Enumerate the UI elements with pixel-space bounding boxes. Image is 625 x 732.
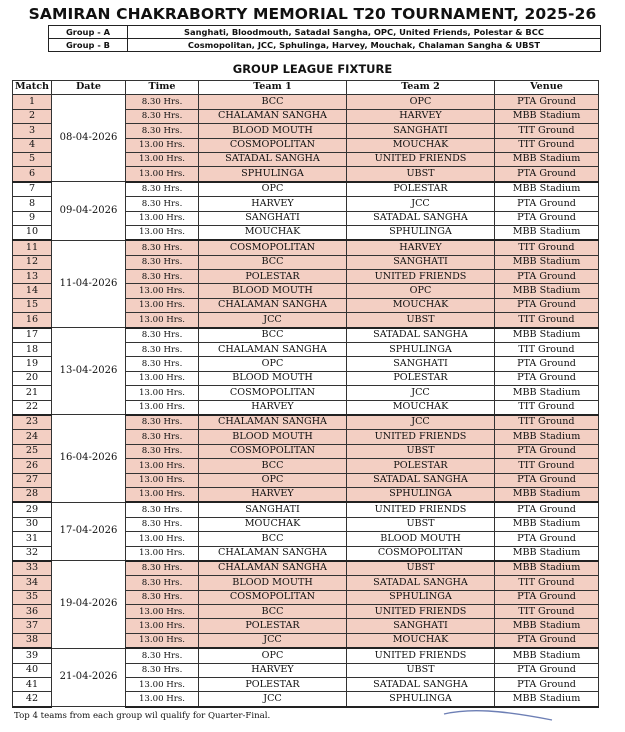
venue-cell: MBB Stadium <box>495 152 599 166</box>
team1-cell: BCC <box>199 328 347 343</box>
venue-cell: TIT Ground <box>495 415 599 430</box>
table-row <box>13 648 599 663</box>
team1-cell: BLOOD MOUTH <box>199 124 347 138</box>
venue-cell: PTA Ground <box>495 211 599 225</box>
group-row <box>49 26 601 39</box>
team2-cell: SANGHATI <box>347 357 495 371</box>
venue-cell: PTA Ground <box>495 532 599 546</box>
match-no-cell: 15 <box>13 298 52 312</box>
time-cell: 13.00 Hrs. <box>126 371 199 385</box>
venue-cell: MBB Stadium <box>495 328 599 343</box>
match-no-cell: 26 <box>13 459 52 473</box>
match-no-cell: 31 <box>13 532 52 546</box>
time-cell: 13.00 Hrs. <box>126 298 199 312</box>
team1-cell: CHALAMAN SANGHA <box>199 298 347 312</box>
venue-cell: MBB Stadium <box>495 487 599 502</box>
match-no-cell: 40 <box>13 663 52 677</box>
team1-cell: BLOOD MOUTH <box>199 284 347 298</box>
match-no-cell: 8 <box>13 197 52 211</box>
team1-cell: HARVEY <box>199 400 347 415</box>
team2-cell: UNITED FRIENDS <box>347 152 495 166</box>
time-cell: 8.30 Hrs. <box>126 328 199 343</box>
venue-cell: PTA Ground <box>495 590 599 604</box>
fixture-subtitle: GROUP LEAGUE FIXTURE <box>232 62 393 76</box>
match-no-cell: 38 <box>13 633 52 648</box>
venue-cell: MBB Stadium <box>495 284 599 298</box>
team1-cell: OPC <box>199 648 347 663</box>
venue-cell: PTA Ground <box>495 371 599 385</box>
team1-cell: MOUCHAK <box>199 517 347 531</box>
match-no-cell: 25 <box>13 444 52 458</box>
team1-cell: BCC <box>199 532 347 546</box>
team2-cell: UBST <box>347 561 495 576</box>
team1-cell: CHALAMAN SANGHA <box>199 561 347 576</box>
team1-cell: CHALAMAN SANGHA <box>199 415 347 430</box>
match-no-cell: 42 <box>13 692 52 707</box>
document-title: SAMIRAN CHAKRABORTY MEMORIAL T20 TOURNAMENT, 2025-26 <box>28 5 597 23</box>
date-cell: 21-04-2026 <box>52 648 126 707</box>
match-no-cell: 1 <box>13 95 52 109</box>
match-no-cell: 4 <box>13 138 52 152</box>
venue-cell: TIT Ground <box>495 400 599 415</box>
venue-cell: PTA Ground <box>495 270 599 284</box>
venue-cell: TIT Ground <box>495 124 599 138</box>
group-teams: Cosmopolitan, JCC, Sphulinga, Harvey, Mouchak, Chalaman Sangha & UBST <box>128 39 601 52</box>
time-cell: 8.30 Hrs. <box>126 561 199 576</box>
match-no-cell: 2 <box>13 109 52 123</box>
team2-cell: JCC <box>347 197 495 211</box>
time-cell: 13.00 Hrs. <box>126 400 199 415</box>
team2-cell: POLESTAR <box>347 459 495 473</box>
team1-cell: POLESTAR <box>199 678 347 692</box>
team2-cell: HARVEY <box>347 109 495 123</box>
team2-cell: SANGHATI <box>347 124 495 138</box>
group-table <box>48 25 601 52</box>
venue-cell: MBB Stadium <box>495 619 599 633</box>
venue-cell: TIT Ground <box>495 138 599 152</box>
match-no-cell: 39 <box>13 648 52 663</box>
venue-cell: TIT Ground <box>495 605 599 619</box>
date-cell: 09-04-2026 <box>52 182 126 241</box>
team1-cell: HARVEY <box>199 487 347 502</box>
team1-cell: BCC <box>199 255 347 269</box>
col-header-team1: Team 1 <box>199 81 347 95</box>
venue-cell: TIT Ground <box>495 343 599 357</box>
time-cell: 8.30 Hrs. <box>126 182 199 197</box>
team2-cell: UBST <box>347 444 495 458</box>
match-no-cell: 36 <box>13 605 52 619</box>
date-cell: 16-04-2026 <box>52 415 126 502</box>
venue-cell: MBB Stadium <box>495 255 599 269</box>
match-no-cell: 22 <box>13 400 52 415</box>
team1-cell: OPC <box>199 357 347 371</box>
time-cell: 13.00 Hrs. <box>126 546 199 561</box>
team2-cell: OPC <box>347 95 495 109</box>
team2-cell: OPC <box>347 284 495 298</box>
team2-cell: MOUCHAK <box>347 633 495 648</box>
venue-cell: MBB Stadium <box>495 386 599 400</box>
venue-cell: MBB Stadium <box>495 648 599 663</box>
venue-cell: PTA Ground <box>495 473 599 487</box>
match-no-cell: 13 <box>13 270 52 284</box>
team1-cell: JCC <box>199 633 347 648</box>
time-cell: 13.00 Hrs. <box>126 152 199 166</box>
team1-cell: BCC <box>199 459 347 473</box>
team2-cell: UBST <box>347 167 495 182</box>
match-no-cell: 21 <box>13 386 52 400</box>
venue-cell: TIT Ground <box>495 313 599 328</box>
table-row <box>13 95 599 109</box>
time-cell: 8.30 Hrs. <box>126 109 199 123</box>
team2-cell: SATADAL SANGHA <box>347 211 495 225</box>
col-header-team2: Team 2 <box>347 81 495 95</box>
team2-cell: MOUCHAK <box>347 298 495 312</box>
match-no-cell: 33 <box>13 561 52 576</box>
team1-cell: CHALAMAN SANGHA <box>199 109 347 123</box>
venue-cell: PTA Ground <box>495 167 599 182</box>
team1-cell: POLESTAR <box>199 270 347 284</box>
header-row <box>13 81 599 95</box>
fixture-body <box>13 95 599 707</box>
team1-cell: SPHULINGA <box>199 167 347 182</box>
date-cell: 11-04-2026 <box>52 240 126 327</box>
signature-stroke <box>440 706 560 728</box>
team2-cell: HARVEY <box>347 240 495 255</box>
time-cell: 13.00 Hrs. <box>126 633 199 648</box>
venue-cell: MBB Stadium <box>495 692 599 707</box>
match-no-cell: 16 <box>13 313 52 328</box>
venue-cell: MBB Stadium <box>495 517 599 531</box>
venue-cell: TIT Ground <box>495 459 599 473</box>
team2-cell: BLOOD MOUTH <box>347 532 495 546</box>
match-no-cell: 11 <box>13 240 52 255</box>
team2-cell: UNITED FRIENDS <box>347 502 495 517</box>
team2-cell: SPHULINGA <box>347 225 495 240</box>
venue-cell: PTA Ground <box>495 95 599 109</box>
venue-cell: PTA Ground <box>495 197 599 211</box>
venue-cell: PTA Ground <box>495 663 599 677</box>
venue-cell: MBB Stadium <box>495 430 599 444</box>
team2-cell: POLESTAR <box>347 371 495 385</box>
table-row <box>13 415 599 430</box>
team1-cell: CHALAMAN SANGHA <box>199 343 347 357</box>
venue-cell: PTA Ground <box>495 678 599 692</box>
match-no-cell: 24 <box>13 430 52 444</box>
table-row <box>13 561 599 576</box>
time-cell: 8.30 Hrs. <box>126 590 199 604</box>
team2-cell: SATADAL SANGHA <box>347 328 495 343</box>
time-cell: 13.00 Hrs. <box>126 284 199 298</box>
team2-cell: UBST <box>347 517 495 531</box>
time-cell: 8.30 Hrs. <box>126 240 199 255</box>
team2-cell: UNITED FRIENDS <box>347 430 495 444</box>
venue-cell: MBB Stadium <box>495 109 599 123</box>
col-header-match: Match <box>13 81 52 95</box>
match-no-cell: 14 <box>13 284 52 298</box>
date-cell: 13-04-2026 <box>52 328 126 415</box>
venue-cell: TIT Ground <box>495 576 599 590</box>
time-cell: 8.30 Hrs. <box>126 255 199 269</box>
match-no-cell: 35 <box>13 590 52 604</box>
match-no-cell: 3 <box>13 124 52 138</box>
time-cell: 13.00 Hrs. <box>126 487 199 502</box>
team1-cell: MOUCHAK <box>199 225 347 240</box>
team1-cell: SANGHATI <box>199 502 347 517</box>
table-row <box>13 240 599 255</box>
venue-cell: MBB Stadium <box>495 182 599 197</box>
team1-cell: BLOOD MOUTH <box>199 430 347 444</box>
venue-cell: PTA Ground <box>495 298 599 312</box>
col-header-date: Date <box>52 81 126 95</box>
team1-cell: HARVEY <box>199 663 347 677</box>
table-row <box>13 182 599 197</box>
time-cell: 13.00 Hrs. <box>126 225 199 240</box>
time-cell: 8.30 Hrs. <box>126 343 199 357</box>
time-cell: 13.00 Hrs. <box>126 532 199 546</box>
team2-cell: UNITED FRIENDS <box>347 270 495 284</box>
match-no-cell: 28 <box>13 487 52 502</box>
time-cell: 8.30 Hrs. <box>126 430 199 444</box>
match-no-cell: 19 <box>13 357 52 371</box>
group-teams: Sanghati, Bloodmouth, Satadal Sangha, OPC, United Friends, Polestar & BCC <box>128 26 601 39</box>
date-cell: 08-04-2026 <box>52 95 126 182</box>
team1-cell: JCC <box>199 313 347 328</box>
team1-cell: OPC <box>199 182 347 197</box>
time-cell: 8.30 Hrs. <box>126 95 199 109</box>
date-cell: 19-04-2026 <box>52 561 126 648</box>
team2-cell: COSMOPOLITAN <box>347 546 495 561</box>
match-no-cell: 34 <box>13 576 52 590</box>
venue-cell: MBB Stadium <box>495 561 599 576</box>
group-label: Group - A <box>49 26 128 39</box>
date-cell: 17-04-2026 <box>52 502 126 561</box>
match-no-cell: 7 <box>13 182 52 197</box>
group-row <box>49 39 601 52</box>
team1-cell: BCC <box>199 95 347 109</box>
time-cell: 13.00 Hrs. <box>126 313 199 328</box>
team1-cell: OPC <box>199 473 347 487</box>
footnote: Top 4 teams from each group wil qualify for Quarter-Final. <box>14 711 271 721</box>
team2-cell: UNITED FRIENDS <box>347 605 495 619</box>
team1-cell: COSMOPOLITAN <box>199 444 347 458</box>
venue-cell: PTA Ground <box>495 357 599 371</box>
team2-cell: MOUCHAK <box>347 400 495 415</box>
group-label: Group - B <box>49 39 128 52</box>
team2-cell: POLESTAR <box>347 182 495 197</box>
time-cell: 13.00 Hrs. <box>126 386 199 400</box>
time-cell: 8.30 Hrs. <box>126 502 199 517</box>
time-cell: 13.00 Hrs. <box>126 459 199 473</box>
match-no-cell: 37 <box>13 619 52 633</box>
team1-cell: COSMOPOLITAN <box>199 240 347 255</box>
match-no-cell: 32 <box>13 546 52 561</box>
team1-cell: BCC <box>199 605 347 619</box>
team2-cell: SANGHATI <box>347 255 495 269</box>
time-cell: 13.00 Hrs. <box>126 605 199 619</box>
match-no-cell: 30 <box>13 517 52 531</box>
team2-cell: SATADAL SANGHA <box>347 678 495 692</box>
team1-cell: JCC <box>199 692 347 707</box>
team2-cell: JCC <box>347 415 495 430</box>
venue-cell: PTA Ground <box>495 633 599 648</box>
match-no-cell: 29 <box>13 502 52 517</box>
team1-cell: SATADAL SANGHA <box>199 152 347 166</box>
time-cell: 13.00 Hrs. <box>126 473 199 487</box>
time-cell: 13.00 Hrs. <box>126 138 199 152</box>
team2-cell: UNITED FRIENDS <box>347 648 495 663</box>
venue-cell: TIT Ground <box>495 240 599 255</box>
time-cell: 8.30 Hrs. <box>126 444 199 458</box>
team1-cell: BLOOD MOUTH <box>199 371 347 385</box>
team1-cell: CHALAMAN SANGHA <box>199 546 347 561</box>
fixture-table <box>12 80 599 708</box>
time-cell: 8.30 Hrs. <box>126 648 199 663</box>
team2-cell: SATADAL SANGHA <box>347 473 495 487</box>
team1-cell: COSMOPOLITAN <box>199 590 347 604</box>
time-cell: 8.30 Hrs. <box>126 663 199 677</box>
match-no-cell: 5 <box>13 152 52 166</box>
team2-cell: SANGHATI <box>347 619 495 633</box>
time-cell: 13.00 Hrs. <box>126 678 199 692</box>
time-cell: 8.30 Hrs. <box>126 124 199 138</box>
time-cell: 8.30 Hrs. <box>126 270 199 284</box>
time-cell: 13.00 Hrs. <box>126 211 199 225</box>
venue-cell: MBB Stadium <box>495 546 599 561</box>
time-cell: 13.00 Hrs. <box>126 619 199 633</box>
match-no-cell: 6 <box>13 167 52 182</box>
team1-cell: SANGHATI <box>199 211 347 225</box>
team1-cell: BLOOD MOUTH <box>199 576 347 590</box>
team2-cell: MOUCHAK <box>347 138 495 152</box>
time-cell: 8.30 Hrs. <box>126 517 199 531</box>
match-no-cell: 12 <box>13 255 52 269</box>
venue-cell: PTA Ground <box>495 444 599 458</box>
team1-cell: POLESTAR <box>199 619 347 633</box>
team2-cell: SPHULINGA <box>347 343 495 357</box>
match-no-cell: 20 <box>13 371 52 385</box>
venue-cell: MBB Stadium <box>495 225 599 240</box>
venue-cell: PTA Ground <box>495 502 599 517</box>
time-cell: 13.00 Hrs. <box>126 167 199 182</box>
match-no-cell: 41 <box>13 678 52 692</box>
match-no-cell: 27 <box>13 473 52 487</box>
time-cell: 8.30 Hrs. <box>126 197 199 211</box>
col-header-time: Time <box>126 81 199 95</box>
team2-cell: JCC <box>347 386 495 400</box>
time-cell: 8.30 Hrs. <box>126 357 199 371</box>
table-row <box>13 502 599 517</box>
col-header-venue: Venue <box>495 81 599 95</box>
time-cell: 13.00 Hrs. <box>126 692 199 707</box>
match-no-cell: 9 <box>13 211 52 225</box>
time-cell: 8.30 Hrs. <box>126 415 199 430</box>
table-row <box>13 328 599 343</box>
team2-cell: SPHULINGA <box>347 590 495 604</box>
team2-cell: UBST <box>347 663 495 677</box>
team2-cell: SPHULINGA <box>347 487 495 502</box>
team1-cell: COSMOPOLITAN <box>199 138 347 152</box>
match-no-cell: 10 <box>13 225 52 240</box>
time-cell: 8.30 Hrs. <box>126 576 199 590</box>
match-no-cell: 23 <box>13 415 52 430</box>
team2-cell: UBST <box>347 313 495 328</box>
team1-cell: HARVEY <box>199 197 347 211</box>
team1-cell: COSMOPOLITAN <box>199 386 347 400</box>
match-no-cell: 18 <box>13 343 52 357</box>
match-no-cell: 17 <box>13 328 52 343</box>
team2-cell: SATADAL SANGHA <box>347 576 495 590</box>
team2-cell: SPHULINGA <box>347 692 495 707</box>
